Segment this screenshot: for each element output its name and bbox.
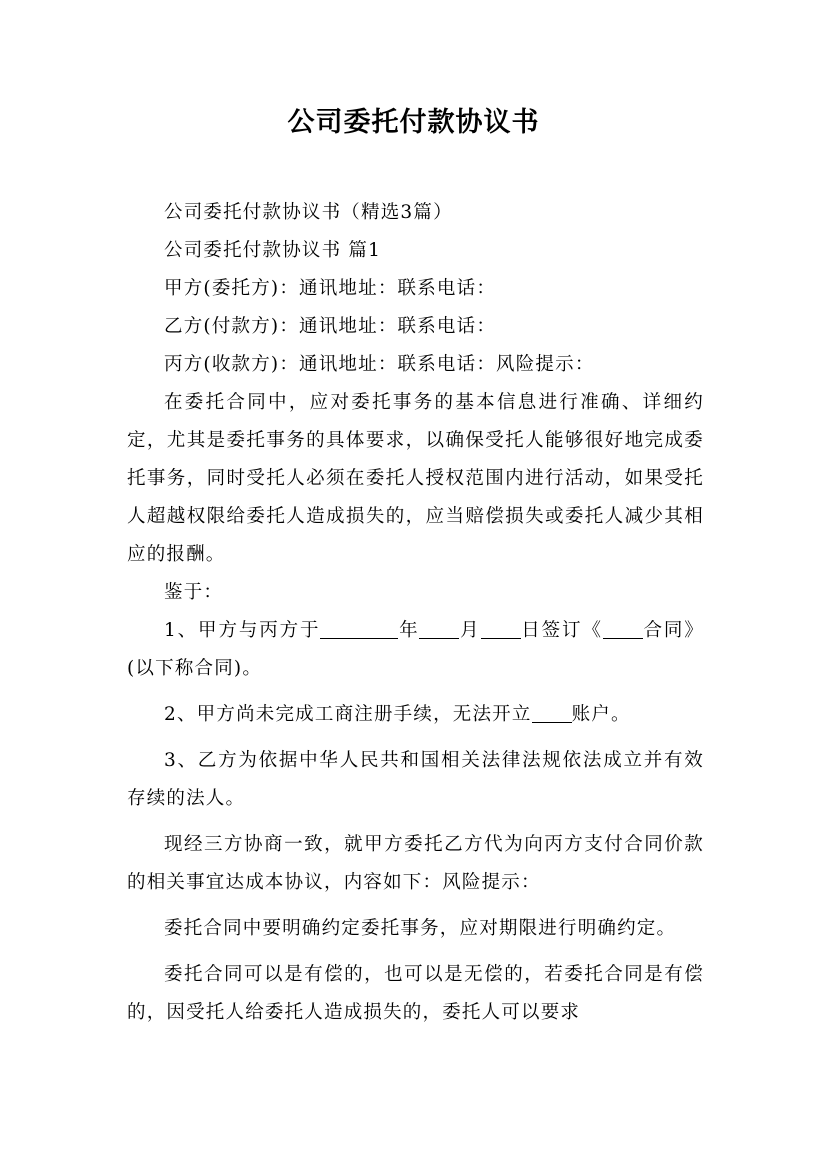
clause-1-text-c: 月 — [459, 620, 481, 641]
document-subtitle: 公司委托付款协议书（精选3篇） — [164, 202, 453, 223]
party-c-line: 丙方(收款方)：通讯地址：联系电话：风险提示： — [164, 354, 595, 375]
document-title: 公司委托付款协议书 — [287, 107, 540, 138]
clause-1-text-a: 1、甲方与丙方于 — [164, 620, 321, 641]
entrusted-matters-paragraph: 委托合同中要明确约定委托事务，应对期限进行明确约定。 — [164, 918, 677, 939]
clause-2-text-b: 账户。 — [571, 704, 631, 725]
year-blank — [320, 620, 398, 640]
section-heading: 公司委托付款协议书 篇1 — [164, 240, 382, 261]
clause-1 — [127, 612, 704, 688]
risk-note-paragraph: 在委托合同中，应对委托事务的基本信息进行准确、详细约定，尤其是委托事务的具体要求，以确保受托人能够很好地完成委托事务，同时受托人必须在委托人授权范围内进行活动，如果受托人超越权限给委托人造成损失的，应当赔偿损失或委托人减少其相应的报酬。 — [127, 392, 704, 565]
party-a-line: 甲方(委托方)：通讯地址：联系电话： — [164, 278, 497, 299]
clause-2-text-a: 2、甲方尚未完成工商注册手续，无法开立 — [164, 704, 532, 725]
day-blank — [481, 620, 521, 640]
contract-name-blank — [603, 620, 643, 640]
compensation-paragraph: 委托合同可以是有偿的，也可以是无偿的，若委托合同是有偿的，因受托人给委托人造成损失的，委托人可以要求 — [127, 964, 704, 1023]
month-blank — [419, 620, 459, 640]
clause-1-text-e: 合同》(以下称合同)。 — [127, 620, 704, 679]
account-blank — [532, 704, 572, 724]
agreement-intro-paragraph: 现经三方协商一致，就甲方委托乙方代为向丙方支付合同价款的相关事宜达成本协议，内容如下：风险提示： — [127, 834, 704, 893]
document-body — [127, 194, 704, 1032]
whereas-heading: 鉴于： — [164, 582, 224, 603]
clause-3: 3、乙方为依据中华人民共和国相关法律法规依法成立并有效存续的法人。 — [127, 750, 704, 809]
clause-2 — [127, 696, 704, 734]
clause-1-text-b: 年 — [398, 620, 420, 641]
party-b-line: 乙方(付款方)：通讯地址：联系电话： — [164, 316, 497, 337]
clause-1-text-d: 日签订《 — [520, 620, 603, 641]
